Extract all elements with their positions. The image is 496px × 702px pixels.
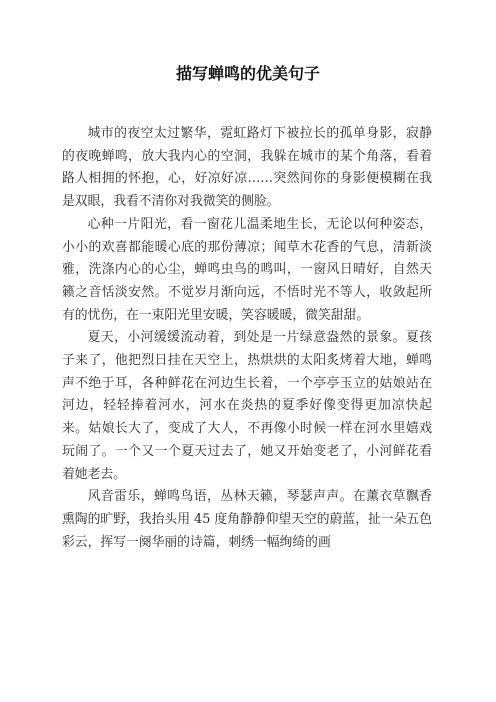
paragraph: 城市的夜空太过繁华，霓虹路灯下被拉长的孤单身影，寂静的夜晚蝉鸣，放大我内心的空洞，我躲在城市的某个角落，看着路人相拥的怀抱，心，好凉好凉……突然间你的身影便模糊在我是双眼，我看不清你对我微笑的侧脸。	[62, 126, 432, 210]
page-title: 描写蝉鸣的优美句子	[175, 64, 320, 83]
article-body	[62, 123, 432, 554]
paragraph: 夏天，小河缓缓流动着，到处是一片绿意盎然的景象。夏孩子来了，他把烈日挂在天空上，热烘烘的太阳炙烤着大地，蝉鸣声不绝于耳，各种鲜花在河边生长着，一个亭亭玉立的姑娘站在河边，轻轻捧着河水，河水在炎热的夏季好像变得更加凉快起来。姑娘长大了，变成了大人，不再像小时候一样在河水里嬉戏玩闹了。一个又一个夏天过去了，她又开始变老了，小河鲜花看着她老去。	[62, 330, 432, 482]
paragraph: 心种一片阳光，看一窗花儿温柔地生长，无论以何种姿态，小小的欢喜都能暖心底的那份薄凉；闻草木花香的气息，清新淡雅，洗涤内心的心尘，蝉鸣虫鸟的鸣叫，一窗风日晴好，自然天籁之音恬淡安然。不觉岁月渐向远，不悟时光不等人，收敛起所有的忧伤，在一束阳光里安暖，笑容暖暖，微笑甜甜。	[62, 216, 432, 323]
paragraph: 风音雷乐，蝉鸣鸟语，丛林天籁，琴瑟声声。在薰衣草飘香熏陶的旷野，我抬头用 45 度角静静仰望天空的蔚蓝，扯一朵五色彩云，挥写一阕华丽的诗篇，刺绣一幅绚绮的画	[62, 489, 432, 550]
